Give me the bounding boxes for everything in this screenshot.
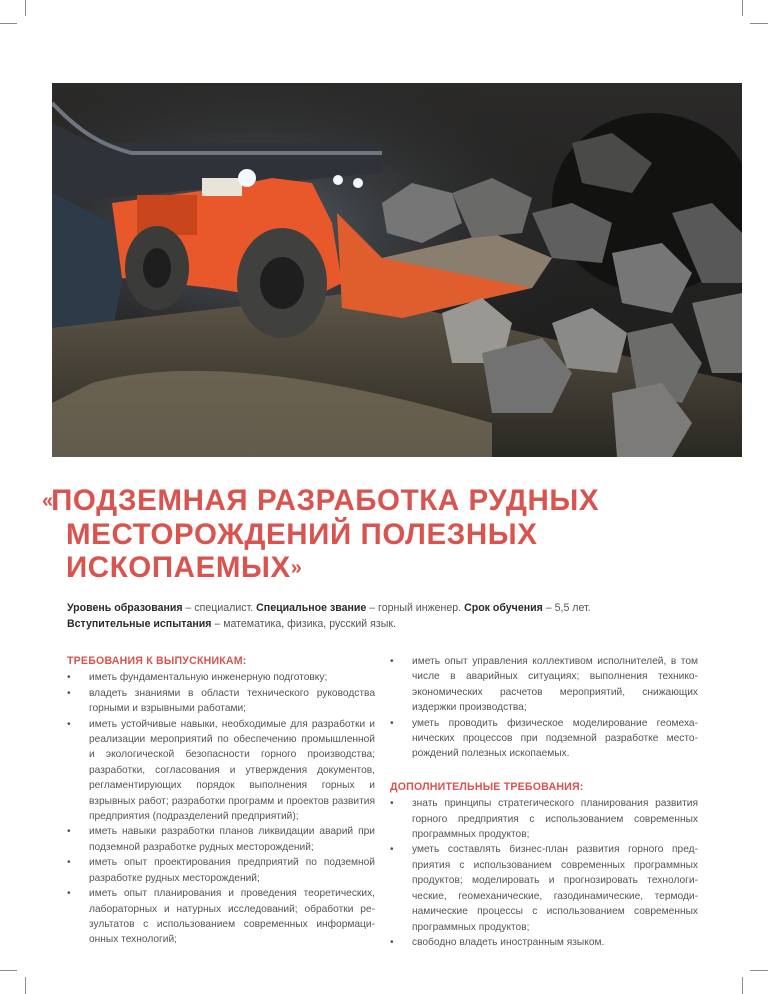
duration-value: – 5,5 лет. xyxy=(542,602,591,614)
exams-label: Вступительные испытания xyxy=(67,618,212,630)
crop-mark-top-right-v xyxy=(742,0,743,16)
list-item: • знать принципы стратегического планирования развития горного предприятия с использованием современных программных продуктов; xyxy=(390,798,698,841)
crop-mark-top-right-h xyxy=(750,23,768,24)
close-quote: » xyxy=(290,557,300,579)
bullet-icon: • xyxy=(67,888,71,900)
requirements-left-column xyxy=(67,654,375,948)
bullet-icon: • xyxy=(67,687,71,699)
bullet-icon: • xyxy=(67,672,71,684)
crop-mark-bottom-right-v xyxy=(742,977,743,994)
additional-requirements-heading: ДОПОЛНИТЕЛЬНЫЕ ТРЕБОВАНИЯ: xyxy=(390,780,584,793)
list-item: • иметь опыт управления коллективом исполнителей, в том числе в аварийных ситуациях; выполнения технико-экономических расчетов мероприятий, снижающих издержки производства; xyxy=(390,656,698,714)
meta-line-1 xyxy=(67,600,727,616)
list-item: • иметь навыки разработки планов ликвидации аварий при подземной разработке рудных месторождений; xyxy=(67,826,375,853)
meta-line-2 xyxy=(67,616,727,632)
list-item: • уметь составлять бизнес-план развития горного предприятия с использованием современных программных продуктов; моделировать и прогнозировать технологические, геомеханические, газодинамические, термодинамические процессы с использованием современных программных продуктов; xyxy=(390,844,698,933)
title-label: Специальное звание xyxy=(256,602,367,614)
list-item: • владеть знаниями в области технического руководства горными и взрывными работами; xyxy=(67,687,375,715)
open-quote: « xyxy=(42,490,52,512)
list-item: • уметь проводить физическое моделирование геомеханических процессов при подземной разработке месторождений полезных ископаемых. xyxy=(390,717,698,760)
crop-mark-bottom-left-h xyxy=(0,970,17,971)
bullet-icon: • xyxy=(390,717,394,729)
level-value: – специалист. xyxy=(182,602,257,614)
page-title xyxy=(42,484,722,585)
bullet-icon: • xyxy=(390,798,394,810)
crop-mark-top-left-v xyxy=(25,0,26,16)
additional-requirements-list xyxy=(390,796,698,950)
level-label: Уровень образования xyxy=(67,602,183,614)
list-item: • иметь опыт планирования и проведения теоретических, лабораторных и натурных исследований; обработки результатов с использованием современных информационных технологий; xyxy=(67,888,375,946)
requirements-list-continued xyxy=(390,654,698,762)
duration-label: Срок обучения xyxy=(464,602,543,614)
requirements-right-column xyxy=(390,654,698,950)
list-item: • свободно владеть иностранным языком. xyxy=(390,935,698,950)
title-line-3: ИСКОПАЕМЫХ» xyxy=(66,551,300,584)
bullet-icon: • xyxy=(390,844,394,856)
list-item: • иметь фундаментальную инженерную подготовку; xyxy=(67,670,375,685)
title-line-1: «ПОДЗЕМНАЯ РАЗРАБОТКА РУДНЫХ xyxy=(42,484,600,517)
list-item: • иметь опыт проектирования предприятий по подземной разработке рудных месторождений; xyxy=(67,857,375,884)
requirements-heading: ТРЕБОВАНИЯ К ВЫПУСКНИКАМ: xyxy=(67,655,247,667)
list-item: • иметь устойчивые навыки, необходимые для разработки и реализации мероприятий по обеспечению промышленной и экологической безопасности горного производства; разработки, согласования и утверждения документов, регламентирующих порядок выполнения горных и взрывных работ; разработки программ и проектов развития предприятия (подразделений предприятий); xyxy=(67,718,375,823)
bullet-icon: • xyxy=(67,857,71,869)
requirements-list xyxy=(67,670,375,947)
program-meta xyxy=(67,600,727,632)
mining-loader-photo xyxy=(52,83,742,457)
crop-mark-top-left-h xyxy=(0,23,17,24)
bullet-icon: • xyxy=(67,826,71,838)
exams-value: – математика, физика, русский язык. xyxy=(211,618,396,630)
bullet-icon: • xyxy=(390,936,394,948)
bullet-icon: • xyxy=(67,718,71,730)
crop-mark-bottom-left-v xyxy=(25,977,26,994)
underground-loader-illustration xyxy=(52,83,742,457)
crop-mark-bottom-right-h xyxy=(750,970,768,971)
bullet-icon: • xyxy=(390,656,394,667)
title-line-2: МЕСТОРОЖДЕНИЙ ПОЛЕЗНЫХ xyxy=(66,518,538,551)
title-value: – горный инженер. xyxy=(366,602,465,614)
